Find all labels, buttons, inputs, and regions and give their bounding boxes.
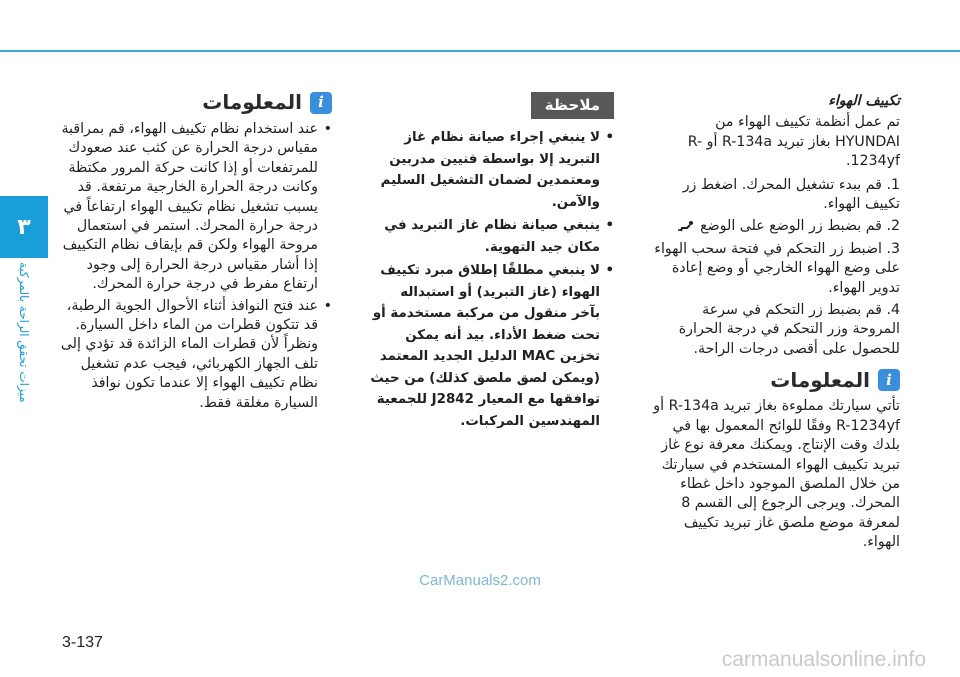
middle-column <box>368 92 614 434</box>
intro-text: تم عمل أنظمة تكييف الهواء من HYUNDAI بغاز تبريد R-134a أو R-1234yf. <box>687 114 900 170</box>
step-item: 1. قم ببدء تشغيل المحرك. اضغط زر تكييف الهواء. <box>682 176 900 213</box>
page-number: 3-137 <box>62 634 103 651</box>
info-heading <box>60 92 332 114</box>
caution-label: ملاحظة <box>531 92 614 119</box>
info-bullet: • عند فتح النوافذ أثناء الأحوال الجوية الرطبة، قد تتكون قطرات من الماء داخل السيارة. ونظراً لأن قطرات الماء الزائدة قد تؤدي إلى تلف الجهاز الكهربائي، فيجب عدم تشغيل نظام تكييف الهواء إلا عندما تكون نوافذ السيارة مغلقة فقط. <box>60 297 332 413</box>
watermark-top: CarManuals2.com <box>419 572 541 589</box>
caution-item: • لا ينبغي إجراء صيانة نظام غاز التبريد إلا بواسطة فنيين مدربين ومعتمدين لضمان التشغيل السليم والآمن. <box>368 127 614 213</box>
chapter-number: ٣ <box>17 214 31 240</box>
info-heading <box>652 369 900 391</box>
info-bullet: • عند استخدام نظام تكييف الهواء، قم بمراقبة مقياس درجة الحرارة عن كثب عند صعودك للمرتفعات أو إذا كانت حركة المرور مكتظة وكانت درجة الحرارة الخارجية مرتفعة. قد يسبب تشغيل نظام تكييف الهواء ارتفاعاً في درجة حرارة المحرك. استمر في استعمال مروحة الهواء ولكن قم بإيقاف نظام التكييف إذا أشار مقياس درجة الحرارة إلى وجود ارتفاع مفرط في درجة حرارة المحرك. <box>60 120 332 295</box>
chapter-label: ميزات تحقق الراحة بالمركبة <box>17 262 31 403</box>
floor-mode-icon <box>678 220 696 232</box>
info-heading-text: المعلومات <box>770 367 870 392</box>
steps-list <box>652 176 900 360</box>
caution-list <box>368 127 614 432</box>
header-rule <box>0 50 960 52</box>
caution-item: • لا ينبغي مطلقًا إطلاق مبرد تكييف الهواء (غاز التبريد) أو استبداله بآخر منقول من مركبة مستخدمة أو تحت ضغط الأداء. بيد أنه يمكن تخزين MAC الدليل الجديد المعتمد (ويمكن لصق ملصق كذلك) من حيث توافقها مع المعيار J2842 للجمعية المهندسين المركبات. <box>368 260 614 432</box>
info-text: تأتي سيارتك مملوءة بغاز تبريد R-134a أو R-1234yf وفقًا للوائح المعمول بها في بلدك وقت الإنتاج. ويمكنك معرفة نوع غاز تبريد تكييف الهواء المستخدم في سيارتك من خلال الملصق الموجود داخل غطاء المحرك. ويرجى الرجوع إلى القسم 8 لمعرفة موضع ملصق غاز تبريد تكييف الهواء. <box>653 398 900 551</box>
right-column <box>652 92 900 557</box>
info-icon: i <box>878 369 900 391</box>
step-item <box>652 217 900 236</box>
step-text: 2. قم بضبط زر الوضع على الوضع <box>695 218 900 235</box>
step-item: 3. اضبط زر التحكم في فتحة سحب الهواء على وضع الهواء الخارجي أو وضع إعادة تدوير الهواء. <box>654 240 900 296</box>
left-column <box>60 92 332 415</box>
step-item: 4. قم بضبط زر التحكم في سرعة المروحة وزر التحكم في درجة الحرارة للحصول على أقصى درجات الراحة. <box>678 302 900 357</box>
info-icon: i <box>310 92 332 114</box>
info-heading-text: المعلومات <box>202 90 302 115</box>
chapter-tab <box>0 196 48 258</box>
caution-item: • ينبغي صيانة نظام غاز التبريد في مكان جيد التهوية. <box>368 215 614 258</box>
watermark-bottom: carmanualsonline.info <box>721 648 926 671</box>
info-bullets <box>60 120 332 413</box>
section-title: تكييف الهواء <box>828 93 900 109</box>
